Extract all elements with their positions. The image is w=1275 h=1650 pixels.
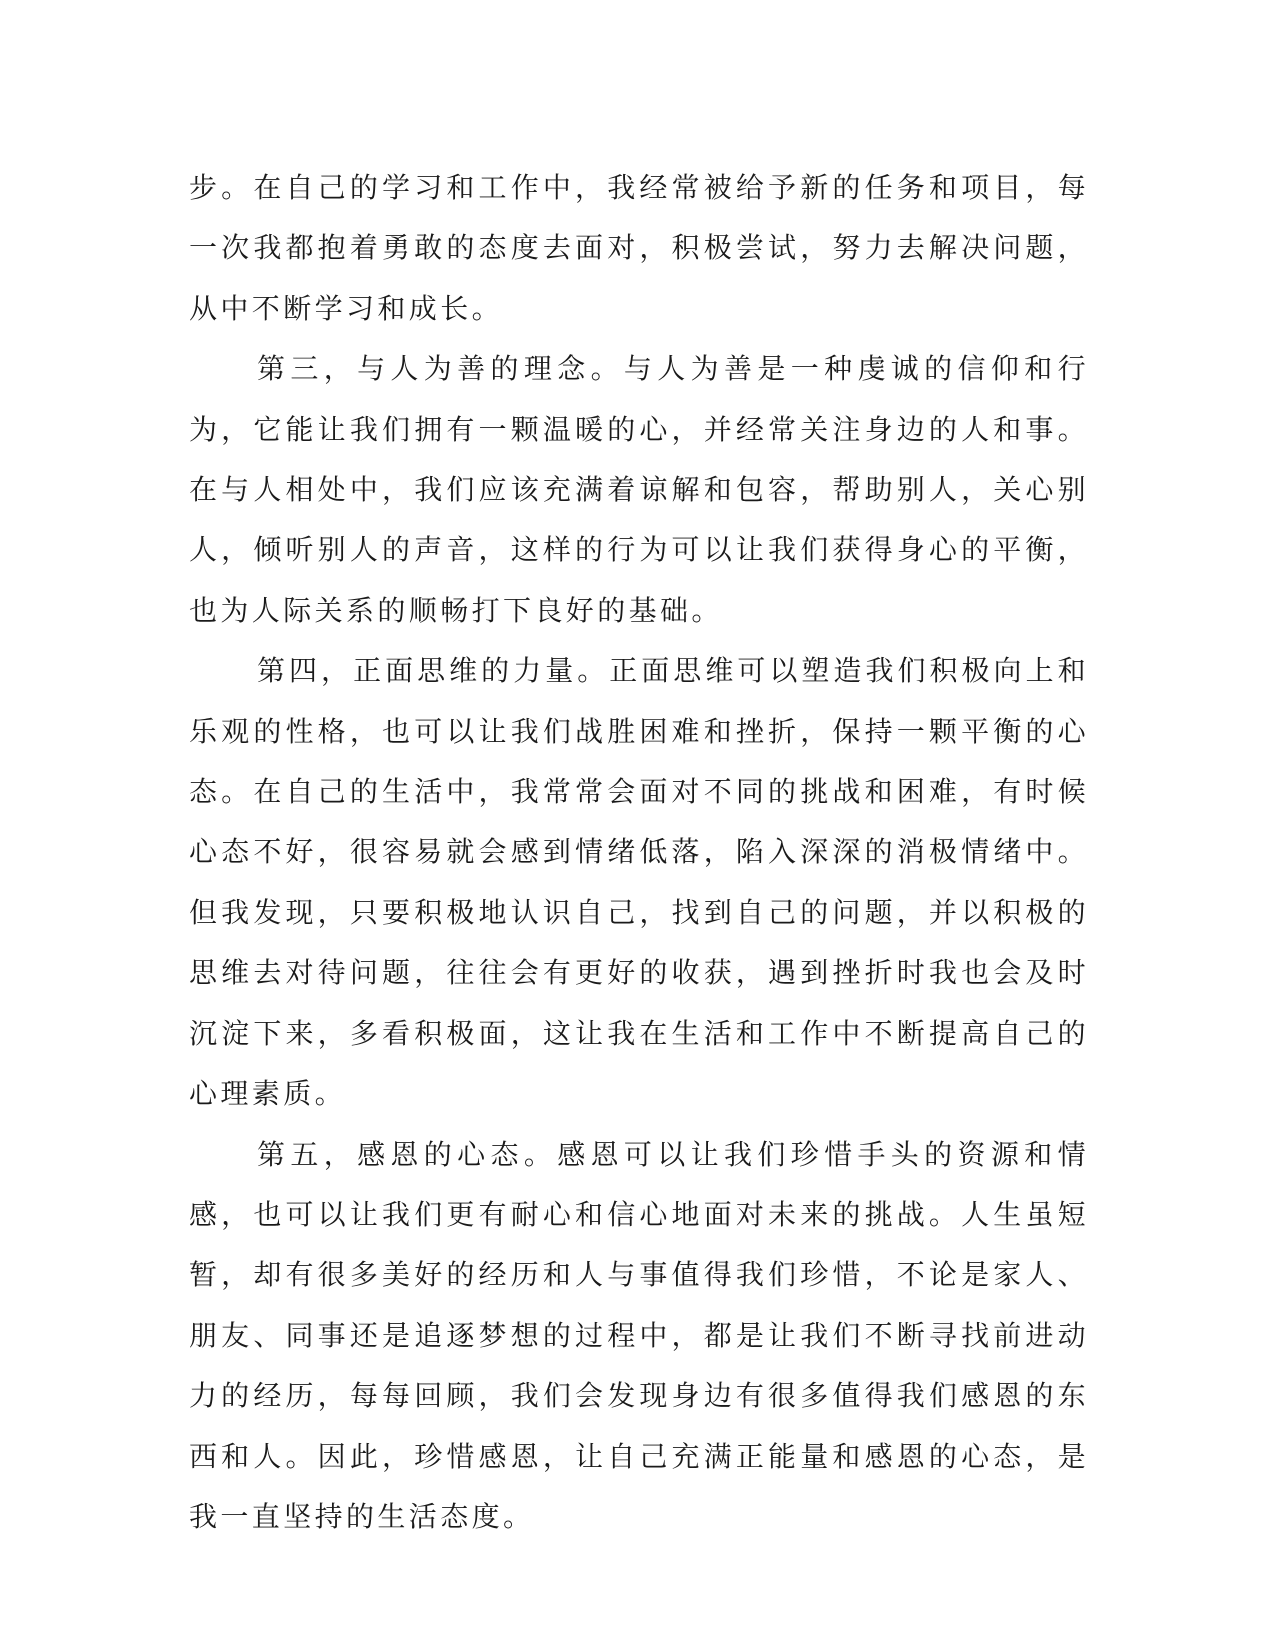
paragraph-third-kindness: 第三，与人为善的理念。与人为善是一种虔诚的信仰和行为，它能让我们拥有一颗温暖的心，并经常关注身边的人和事。在与人相处中，我们应该充满着谅解和包容，帮助别人，关心别人，倾听别人的声音，这样的行为可以让我们获得身心的平衡，也为人际关系的顺畅打下良好的基础。 [189, 352, 1089, 627]
document-body [189, 158, 1089, 1547]
paragraph-continued: 步。在自己的学习和工作中，我经常被给予新的任务和项目，每一次我都抱着勇敢的态度去面对，积极尝试，努力去解决问题，从中不断学习和成长。 [189, 171, 1089, 325]
paragraph-fifth-gratitude: 第五，感恩的心态。感恩可以让我们珍惜手头的资源和情感，也可以让我们更有耐心和信心地面对未来的挑战。人生虽短暂，却有很多美好的经历和人与事值得我们珍惜，不论是家人、朋友、同事还是追逐梦想的过程中，都是让我们不断寻找前进动力的经历，每每回顾，我们会发现身边有很多值得我们感恩的东西和人。因此，珍惜感恩，让自己充满正能量和感恩的心态，是我一直坚持的生活态度。 [189, 1137, 1089, 1533]
paragraph-fourth-positive-thinking: 第四，正面思维的力量。正面思维可以塑造我们积极向上和乐观的性格，也可以让我们战胜困难和挫折，保持一颗平衡的心态。在自己的生活中，我常常会面对不同的挑战和困难，有时候心态不好，很容易就会感到情绪低落，陷入深深的消极情绪中。但我发现，只要积极地认识自己，找到自己的问题，并以积极的思维去对待问题，往往会有更好的收获，遇到挫折时我也会及时沉淀下来，多看积极面，这让我在生活和工作中不断提高自己的心理素质。 [189, 654, 1089, 1111]
